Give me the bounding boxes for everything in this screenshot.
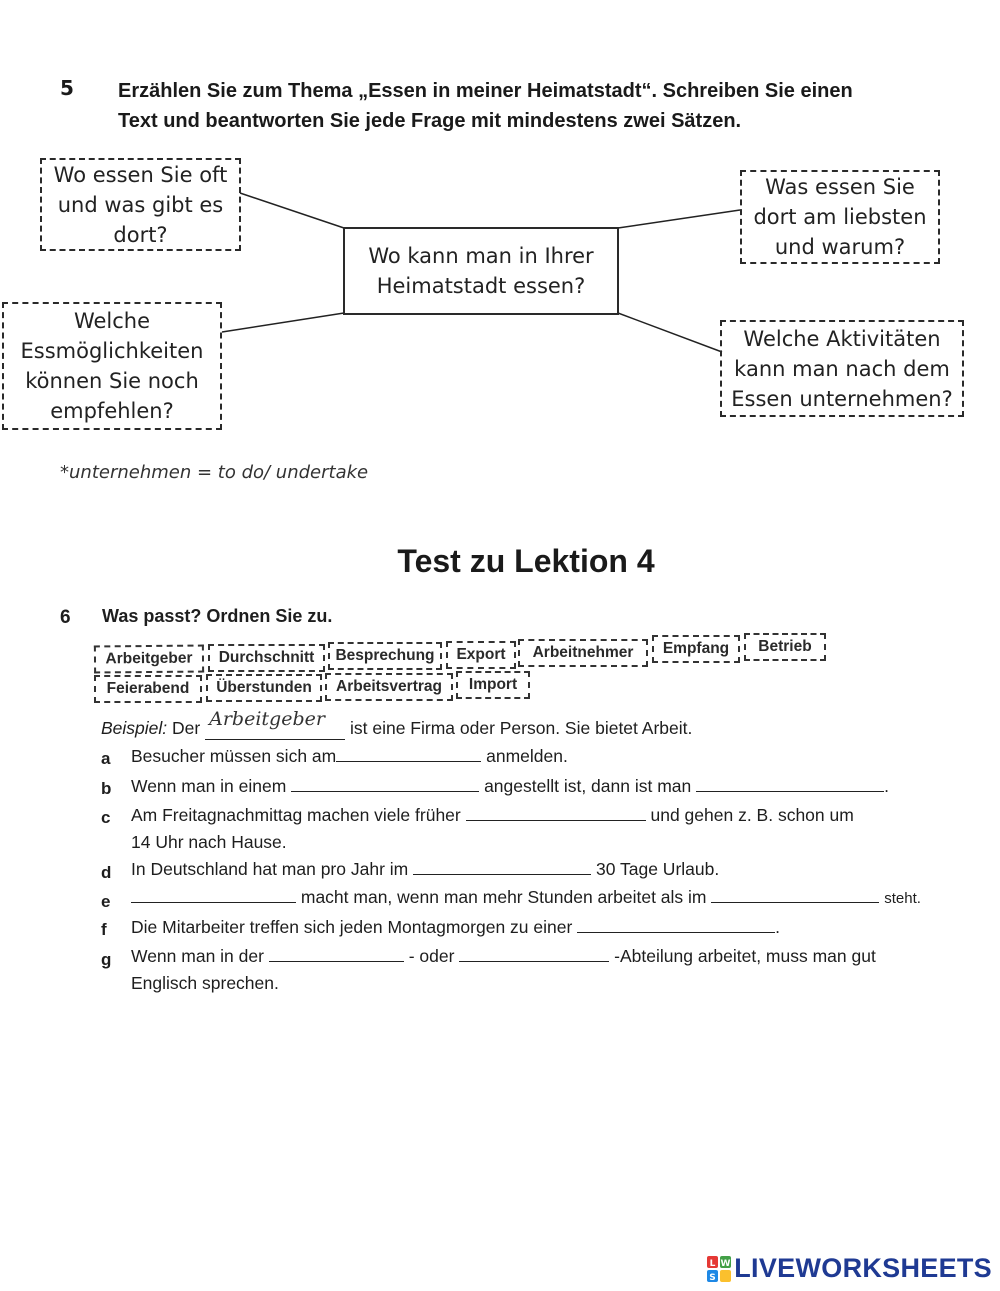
sentence-part: steht. <box>884 890 921 907</box>
question-box-top-right <box>740 170 940 264</box>
connector-bottom-right <box>618 313 722 352</box>
answer-blank[interactable] <box>466 806 646 821</box>
word-bank-item[interactable]: Arbeitnehmer <box>518 639 648 667</box>
instruction-line: Erzählen Sie zum Thema „Essen in meiner Heimatstadt“. Schreiben Sie einen <box>118 80 853 102</box>
answer-blank[interactable] <box>131 888 296 903</box>
word-bank-item[interactable]: Arbeitgeber <box>94 645 204 674</box>
item-label: f <box>101 920 107 939</box>
answer-blank[interactable] <box>577 918 775 933</box>
example-sentence <box>101 708 693 740</box>
exercise-6-number: 6 <box>60 607 71 628</box>
answer-blank[interactable] <box>711 888 879 903</box>
item-f-sentence <box>131 917 780 938</box>
answer-blank[interactable] <box>269 947 404 962</box>
word-bank-item[interactable]: Empfang <box>652 635 740 663</box>
item-label: e <box>101 892 111 911</box>
box-line: Welche <box>73 309 151 333</box>
item-c-sentence <box>131 805 854 826</box>
example-after: ist eine Firma oder Person. Sie bietet Arbeit. <box>349 718 693 738</box>
item-e-sentence <box>131 887 921 908</box>
box-line: Essmöglichkeiten <box>20 339 204 363</box>
sentence-part: macht man, wenn man mehr Stunden arbeitet als im <box>300 887 707 907</box>
word-bank-item[interactable]: Überstunden <box>206 674 322 702</box>
box-line: können Sie noch <box>25 369 199 393</box>
example-label: Beispiel: <box>101 718 168 738</box>
answer-blank[interactable] <box>413 860 591 875</box>
box-line: empfehlen? <box>50 399 174 423</box>
liveworksheets-logo-icon <box>707 1256 731 1282</box>
footnote: *unternehmen = to do/ undertake <box>60 462 369 483</box>
item-label: c <box>101 808 111 827</box>
word-bank-item[interactable]: Betrieb <box>744 633 826 661</box>
sentence-part: Am Freitagnachmittag machen viele früher <box>131 805 461 825</box>
sentence-part: 30 Tage Urlaub. <box>595 859 720 879</box>
answer-blank[interactable] <box>459 947 609 962</box>
sentence-part: Besucher müssen sich am <box>131 746 337 766</box>
example-before: Der <box>172 718 201 738</box>
box-line: Was essen Sie <box>765 175 915 199</box>
sentence-part: . <box>775 917 781 937</box>
liveworksheets-logo <box>707 1253 992 1284</box>
example-answer: Arbeitgeber <box>209 708 325 730</box>
box-line: kann man nach dem <box>734 356 950 381</box>
example-answer-blank <box>205 708 345 740</box>
question-box-bottom-right <box>720 320 964 417</box>
item-a-sentence <box>131 746 568 767</box>
connector-top-left <box>240 193 344 228</box>
item-label: d <box>101 863 112 882</box>
word-bank-item[interactable]: Besprechung <box>328 642 442 670</box>
box-line: dort? <box>113 222 168 247</box>
item-label: a <box>101 749 111 768</box>
word-bank-item[interactable]: Export <box>446 641 516 669</box>
sentence-part: In Deutschland hat man pro Jahr im <box>131 859 409 879</box>
word-bank-item[interactable]: Arbeitsvertrag <box>325 673 453 701</box>
word-bank-item[interactable]: Durchschnitt <box>208 644 325 672</box>
sentence-part: und gehen z. B. schon um <box>650 805 854 825</box>
item-g-sentence <box>131 946 876 967</box>
box-line: Heimatstadt essen? <box>376 274 586 298</box>
liveworksheets-logo-text: LIVEWORKSHEETS <box>734 1253 992 1283</box>
word-bank-item[interactable]: Feierabend <box>94 675 202 703</box>
sentence-part: - oder <box>408 946 455 966</box>
item-g-continuation: Englisch sprechen. <box>131 973 279 993</box>
test-title: Test zu Lektion 4 <box>397 543 655 579</box>
item-d-sentence <box>131 859 719 880</box>
logo-icon-letter: S <box>709 1272 717 1282</box>
box-line: und was gibt es <box>57 192 224 217</box>
answer-blank[interactable] <box>291 777 479 792</box>
sentence-part: anmelden. <box>486 746 568 766</box>
connector-bottom-left <box>222 313 344 332</box>
instruction-line: Text und beantworten Sie jede Frage mit mindestens zwei Sätzen. <box>118 110 742 132</box>
sentence-part: -Abteilung arbeitet, muss man gut <box>614 946 876 966</box>
exercise-5-number: 5 <box>60 76 74 100</box>
question-box-top-left <box>40 158 241 251</box>
item-label: g <box>101 950 112 969</box>
mindmap-center-box <box>343 227 619 315</box>
box-line: Welche Aktivitäten <box>743 326 941 351</box>
sentence-part: . <box>884 776 890 796</box>
word-bank-item[interactable]: Import <box>456 671 530 699</box>
sentence-part: Wenn man in einem <box>131 776 287 796</box>
box-line: dort am liebsten <box>753 205 927 229</box>
item-c-continuation: 14 Uhr nach Hause. <box>131 832 287 852</box>
answer-blank[interactable] <box>336 747 481 762</box>
box-line: Wo kann man in Ihrer <box>368 244 594 268</box>
question-box-bottom-left <box>2 302 222 430</box>
box-line: Wo essen Sie oft <box>53 162 228 187</box>
box-line: und warum? <box>774 235 906 259</box>
logo-icon-letter: L <box>709 1258 716 1269</box>
connector-top-right <box>618 210 740 228</box>
box-line: Essen unternehmen? <box>731 386 953 411</box>
sentence-part: Die Mitarbeiter treffen sich jeden Montagmorgen zu einer <box>131 917 573 937</box>
sentence-part: Wenn man in der <box>131 946 264 966</box>
logo-icon-letter: W <box>720 1258 731 1269</box>
answer-blank[interactable] <box>696 777 884 792</box>
sentence-part: angestellt ist, dann ist man <box>484 776 692 796</box>
item-label: b <box>101 779 112 798</box>
item-b-sentence <box>131 776 889 797</box>
exercise-6-instruction: Was passt? Ordnen Sie zu. <box>102 606 333 626</box>
